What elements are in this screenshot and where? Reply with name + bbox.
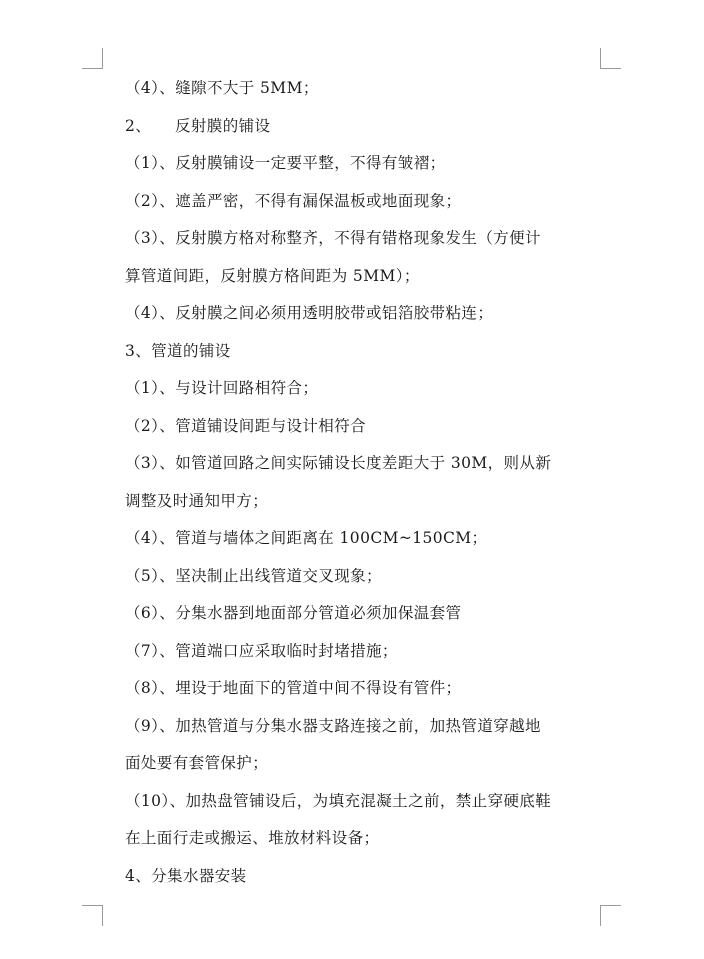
section-heading-3: 3、管道的铺设 bbox=[125, 341, 231, 360]
text-line: （3）、如管道回路之间实际铺设长度差距大于 30M，则从新 bbox=[125, 454, 552, 472]
crop-mark-bottom-right bbox=[600, 905, 621, 926]
crop-mark-top-right bbox=[600, 48, 621, 69]
text-line: （2）、管道铺设间距与设计相符合 bbox=[125, 416, 367, 435]
text-line: （7）、管道端口应采取临时封堵措施； bbox=[125, 641, 398, 660]
section-heading-2 bbox=[125, 108, 605, 146]
text-line: 在上面行走或搬运、堆放材料设备； bbox=[125, 829, 380, 847]
text-line: （2）、遮盖严密，不得有漏保温板或地面现象； bbox=[125, 191, 462, 210]
document-body bbox=[125, 70, 605, 895]
text-line: 面处要有套管保护； bbox=[125, 754, 269, 772]
text-line: （1）、与设计回路相符合； bbox=[125, 379, 319, 397]
text-line: （8）、埋设于地面下的管道中间不得设有管件； bbox=[125, 679, 462, 697]
text-line: （4）、缝隙不大于 5MM； bbox=[125, 79, 319, 97]
text-line: （9）、加热管道与分集水器支路连接之前，加热管道穿越地 bbox=[125, 716, 541, 735]
text-line: （4）、管道与墙体之间距离在 100CM~150CM； bbox=[125, 529, 488, 547]
text-line: 调整及时通知甲方； bbox=[125, 491, 269, 510]
text-line: （1）、反射膜铺设一定要平整，不得有皱褶； bbox=[125, 154, 446, 172]
section-heading-4: 4、分集水器安装 bbox=[125, 866, 247, 885]
text-line: （5）、坚决制止出线管道交叉现象； bbox=[125, 566, 382, 585]
text-line: （3）、反射膜方格对称整齐，不得有错格现象发生（方便计 bbox=[125, 229, 541, 247]
section-number: 2、 bbox=[125, 116, 152, 135]
crop-mark-bottom-left bbox=[82, 905, 103, 926]
text-line: （4）、反射膜之间必须用透明胶带或铝箔胶带粘连； bbox=[125, 304, 494, 322]
crop-mark-top-left bbox=[82, 48, 103, 69]
text-line: （6）、分集水器到地面部分管道必须加保温套管 bbox=[125, 604, 462, 622]
text-line: （10）、加热盘管铺设后，为填充混凝土之前，禁止穿硬底鞋 bbox=[125, 791, 552, 810]
text-line: 算管道间距，反射膜方格间距为 5MM）； bbox=[125, 266, 420, 285]
section-title: 反射膜的铺设 bbox=[175, 116, 271, 135]
